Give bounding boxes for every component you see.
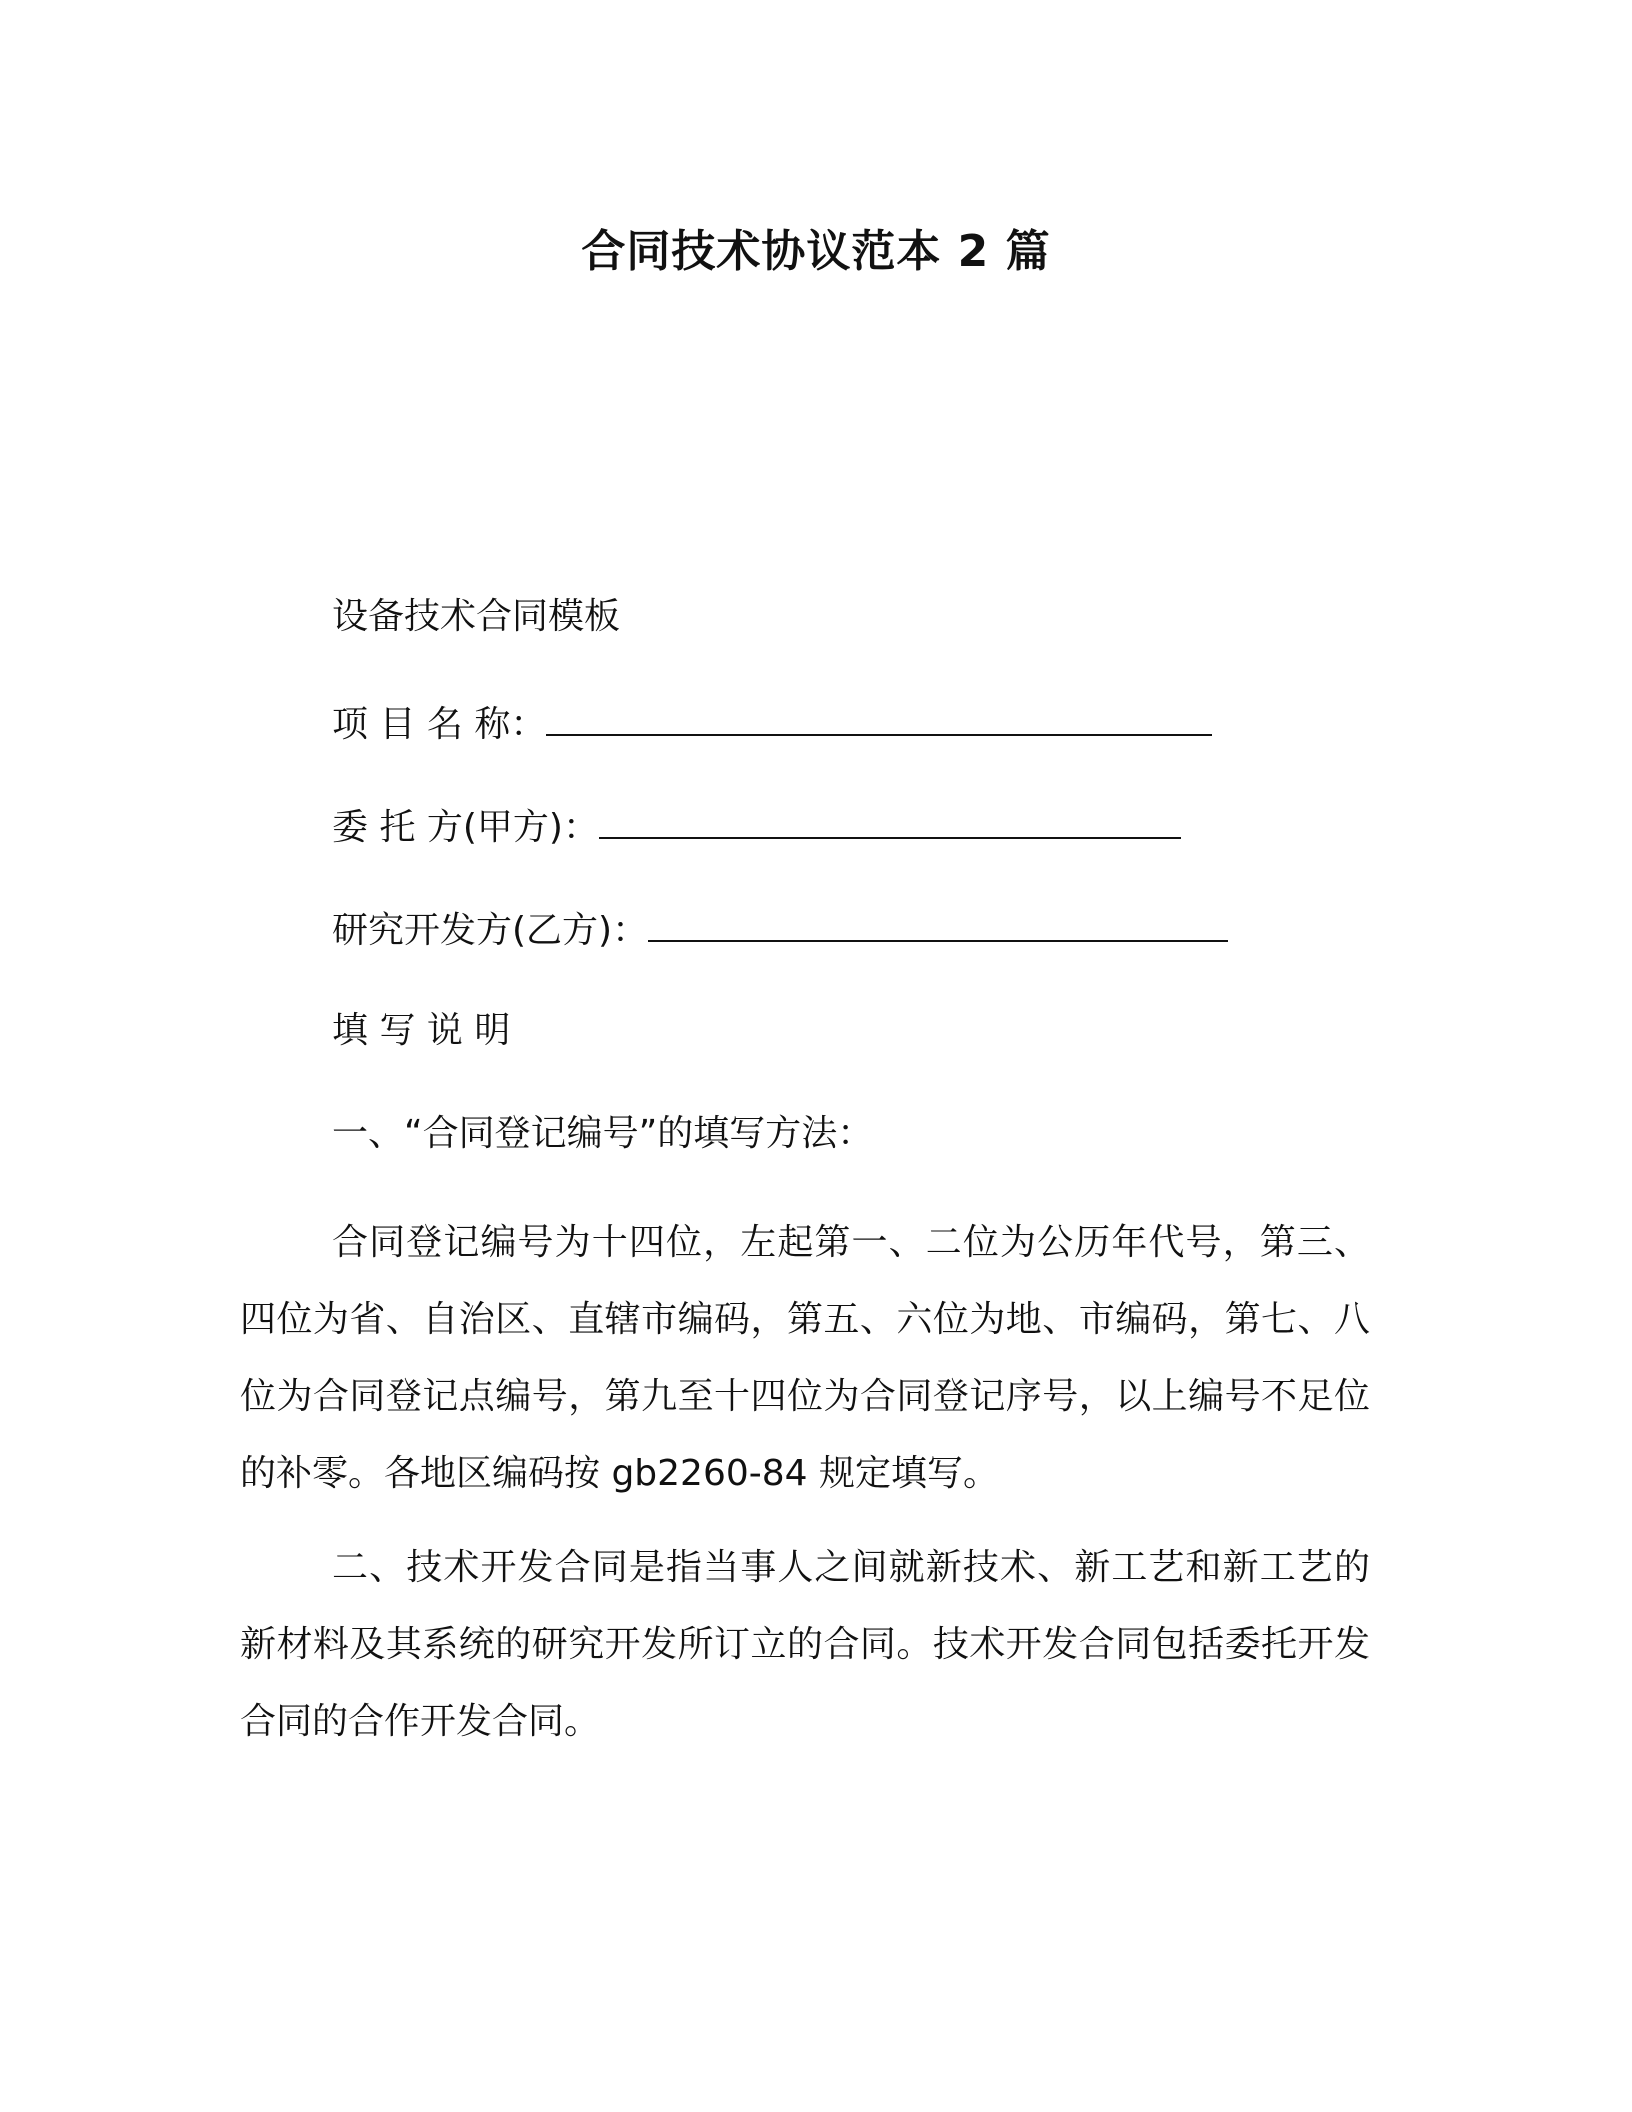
paragraph-2: 二、技术开发合同是指当事人之间就新技术、新工艺和新工艺的新材料及其系统的研究开发所订立的合同。技术开发合同包括委托开发合同的合作开发合同。 <box>240 1547 1370 1742</box>
client-blank <box>599 807 1181 839</box>
developer-field <box>332 906 1228 956</box>
document-title: 合同技术协议范本 2 篇 <box>581 226 1051 277</box>
project-name-blank <box>546 704 1212 736</box>
template-heading: 设备技术合同模板 <box>332 596 621 637</box>
client-field <box>332 803 1181 853</box>
developer-label: 研究开发方(乙方)： <box>332 910 649 951</box>
developer-blank <box>648 910 1228 942</box>
project-name-label: 项 目 名 称： <box>332 704 547 745</box>
instructions-heading: 填 写 说 明 <box>332 1010 511 1051</box>
client-label: 委 托 方(甲方)： <box>332 807 599 848</box>
section1-heading: 一、“合同登记编号”的填写方法： <box>332 1113 874 1154</box>
project-name-field <box>332 700 1212 750</box>
paragraph-1: 合同登记编号为十四位，左起第一、二位为公历年代号，第三、四位为省、自治区、直辖市编码，第五、六位为地、市编码，第七、八位为合同登记点编号，第九至十四位为合同登记序号，以上编号不足位的补零。各地区编码按 gb2260-84 规定填写。 <box>240 1222 1370 1494</box>
